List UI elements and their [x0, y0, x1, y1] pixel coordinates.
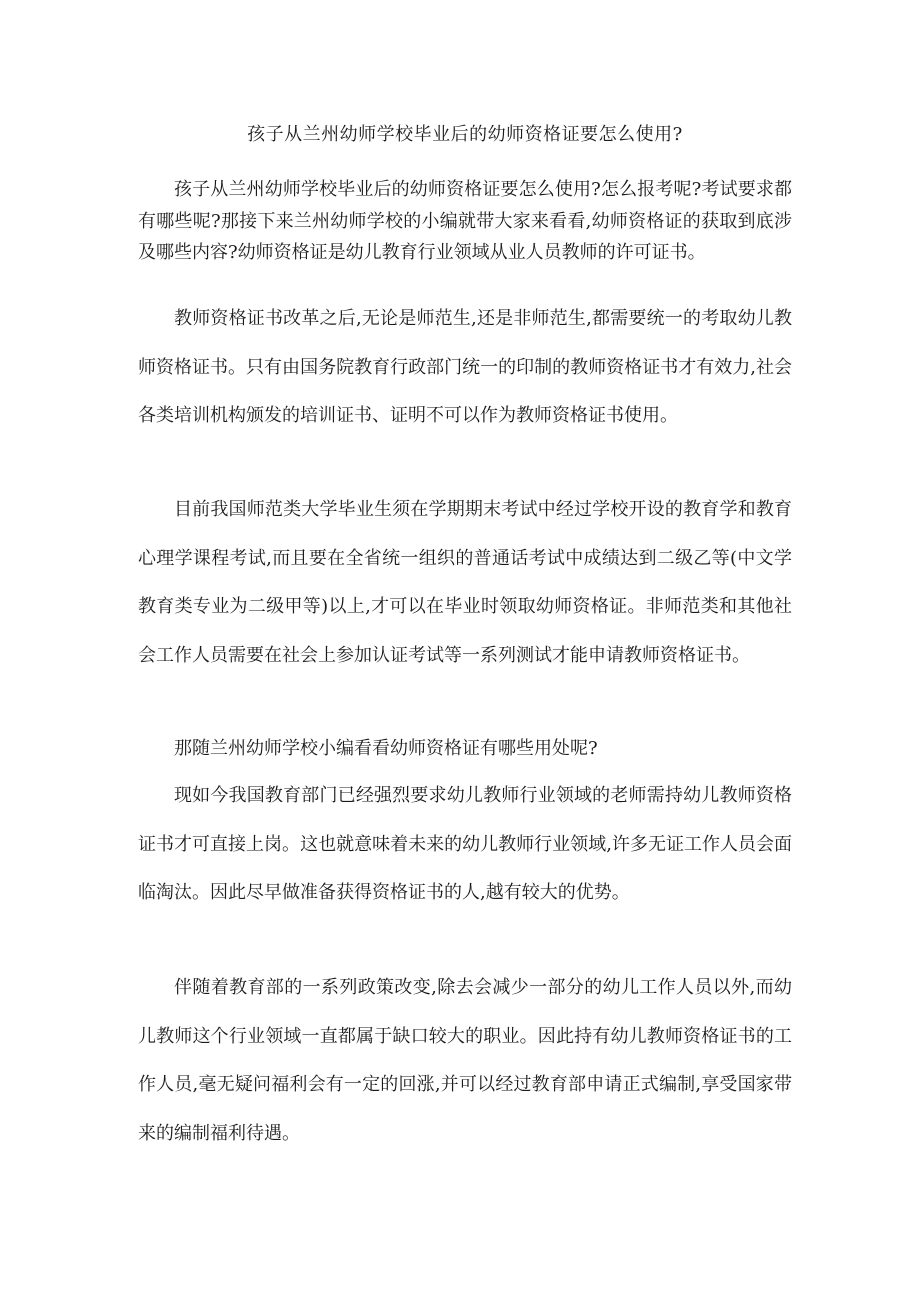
document-page: [138, 0, 792, 1301]
paragraph-question: 那随兰州幼师学校小编看看幼师资格证有哪些用处呢?: [174, 738, 598, 759]
paragraph-usage: 现如今我国教育部门已经强烈要求幼儿教师行业领域的老师需持幼儿教师资格证书才可直接上岗。这也就意味着未来的幼儿教师行业领域,许多无证工作人员会面临淘汰。因此尽早做准备获得资格证书的人,越有较大的优势。: [138, 785, 792, 903]
paragraph-requirements: 目前我国师范类大学毕业生须在学期期末考试中经过学校开设的教育学和教育心理学课程考试,而且要在全省统一组织的普通话考试中成绩达到二级乙等(中文学教育类专业为二级甲等)以上,才可以在毕业时领取幼师资格证。非师范类和其他社会工作人员需要在社会上参加认证考试等一系列测试才能申请教师资格证书。: [138, 499, 792, 666]
paragraph-benefits: 伴随着教育部的一系列政策改变,除去会减少一部分的幼儿工作人员以外,而幼儿教师这个行业领域一直都属于缺口较大的职业。因此持有幼儿教师资格证书的工作人员,毫无疑问福利会有一定的回涨,并可以经过教育部申请正式编制,享受国家带来的编制福利待遇。: [138, 977, 792, 1144]
paragraph-intro: 孩子从兰州幼师学校毕业后的幼师资格证要怎么使用?怎么报考呢?考试要求都有哪些呢?那接下来兰州幼师学校的小编就带大家来看看,幼师资格证的获取到底涉及哪些内容?幼师资格证是幼儿教育行业领域从业人员教师的许可证书。: [138, 179, 792, 263]
document-title: 孩子从兰州幼师学校毕业后的幼师资格证要怎么使用?: [247, 124, 683, 145]
paragraph-reform: 教师资格证书改革之后,无论是师范生,还是非师范生,都需要统一的考取幼儿教师资格证书。只有由国务院教育行政部门统一的印制的教师资格证书才有效力,社会各类培训机构颁发的培训证书、证明不可以作为教师资格证书使用。: [138, 308, 792, 426]
